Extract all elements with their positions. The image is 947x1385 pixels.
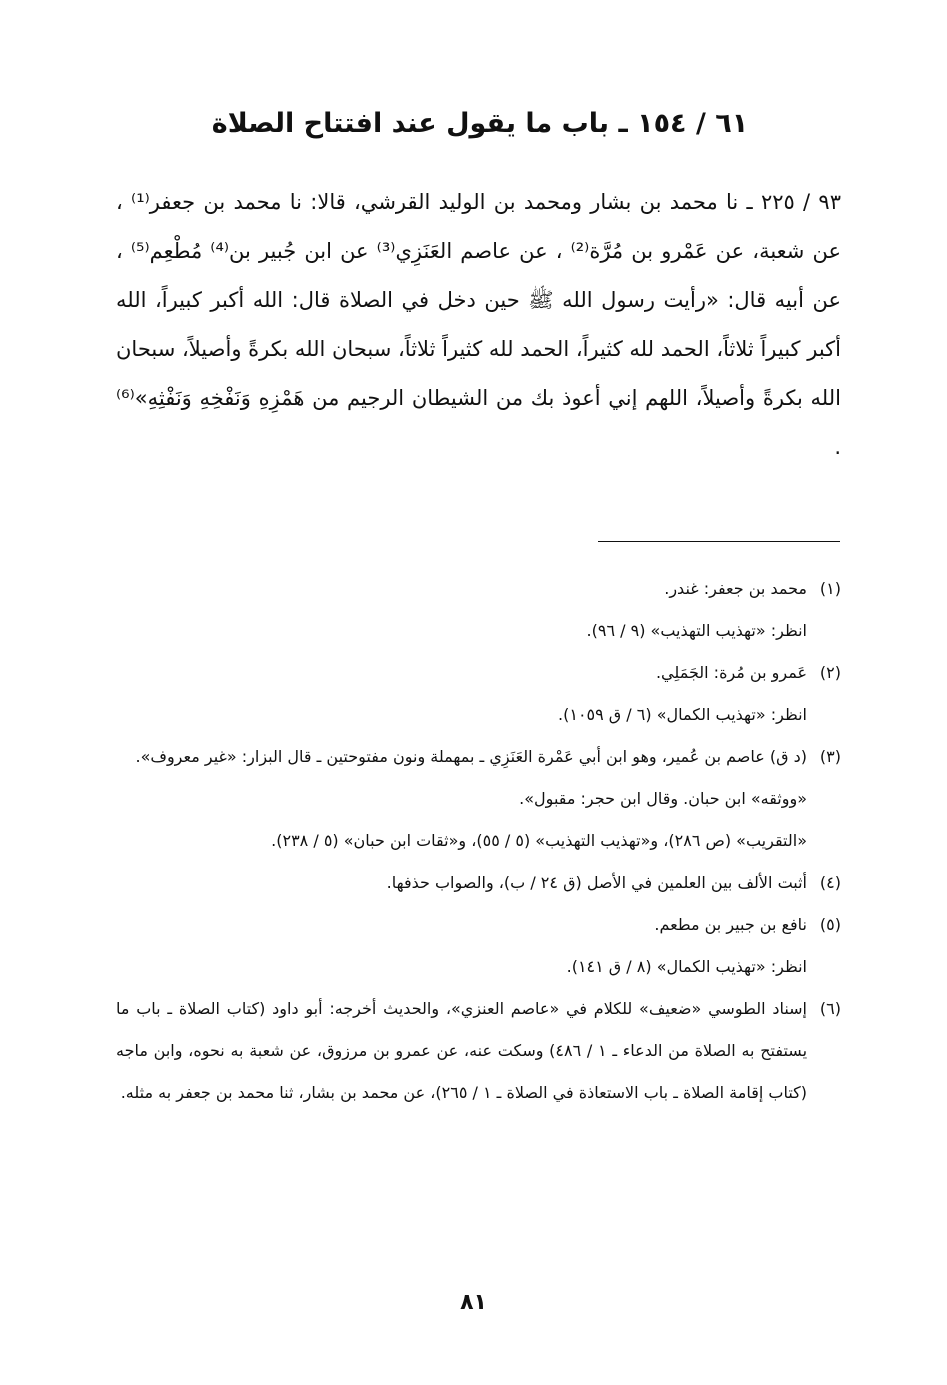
footnote-1 [116, 568, 841, 652]
footnote-number: (٦) [819, 999, 841, 1018]
footnote-2 [116, 652, 841, 736]
footnote-5 [116, 904, 841, 988]
footnote-line: أثبت الألف بين العلمين في الأصل (ق ٢٤ / ب)، والصواب حذفها. [386, 873, 807, 892]
footnote-number: (٥) [819, 915, 841, 934]
footnote-number: (٤) [819, 873, 841, 892]
footnote-6 [116, 988, 841, 1114]
footnote-line: إسناد الطوسي «ضعيف» للكلام في «عاصم العنزي»، والحديث أخرجه: أبو داود (كتاب الصلاة ـ باب ما يستفتح به الصلاة من الدعاء ـ ١ / ٤٨٦) وسكت عنه، عن عمرو بن مرزوق، عن شعبة به نحوه، وابن ماجه (كتاب إقامة الصلاة ـ باب الاستعاذة في الصلاة ـ ١ / ٢٦٥)، عن محمد بن بشار، ثنا محمد بن جعفر به مثله. [116, 999, 808, 1102]
footnote-line: (د ق) عاصم بن عُمير، وهو ابن أبي عَمْرة العَنَزِي ـ بمهملة ونون مفتوحتين ـ قال البزار: «غير معروف». [135, 747, 807, 766]
footnotes [116, 568, 841, 1114]
footnote-4 [116, 862, 841, 904]
footnote-line: انظر: «تهذيب التهذيب» (٩ / ٩٦). [586, 621, 807, 640]
footnote-number: (٢) [819, 663, 841, 682]
footnote-number: (٣) [819, 747, 841, 766]
footnote-line: نافع بن جبير بن مطعم. [654, 915, 807, 934]
page-number: ٨١ [460, 1290, 487, 1315]
hadith-text [116, 178, 841, 472]
footnote-3 [116, 736, 841, 862]
footnote-line: انظر: «تهذيب الكمال» (٨ / ق ١٤١). [566, 957, 807, 976]
hadith-paragraph: ٩٣ / ٢٢٥ ـ نا محمد بن بشار ومحمد بن الوليد القرشي، قالا: نا محمد بن جعفر⁽¹⁾ ، عن شعبة، عن عَمْرو بن مُرَّة⁽²⁾ ، عن عاصم العَنَزِي⁽³⁾ عن ابن جُبير بن⁽⁴⁾ مُطْعِم⁽⁵⁾ ، عن أبيه قال: «رأيت رسول الله ﷺ حين دخل في الصلاة قال: الله أكبر كبيراً، الله أكبر كبيراً ثلاثاً، الحمد لله كثيراً، الحمد لله كثيراً ثلاثاً، سبحان الله بكرةً وأصيلاً، سبحان الله بكرةً وأصيلاً، اللهم إني أعوذ بك من الشيطان الرجيم من هَمْزِهِ وَنَفْخِهِ وَنَفْثِهِ»⁽⁶⁾ . [116, 190, 842, 459]
footnote-line: انظر: «تهذيب الكمال» (٦ / ق ١٠٥٩). [558, 705, 807, 724]
footnote-divider [598, 541, 840, 542]
footnote-line: عَمرو بن مُرة: الجَمَلِي. [655, 663, 807, 682]
footnote-line: «التقريب» (ص ٢٨٦)، و«تهذيب التهذيب» (٥ / ٥٥)، و«ثقات ابن حبان» (٥ / ٢٣٨). [271, 831, 807, 850]
footnote-line: «ووثقه» ابن حبان. وقال ابن حجر: مقبول». [519, 789, 807, 808]
chapter-title: ٦١ / ١٥٤ ـ باب ما يقول عند افتتاح الصلاة [211, 108, 749, 139]
footnote-number: (١) [819, 579, 841, 598]
footnote-line: محمد بن جعفر: غندر. [664, 579, 807, 598]
